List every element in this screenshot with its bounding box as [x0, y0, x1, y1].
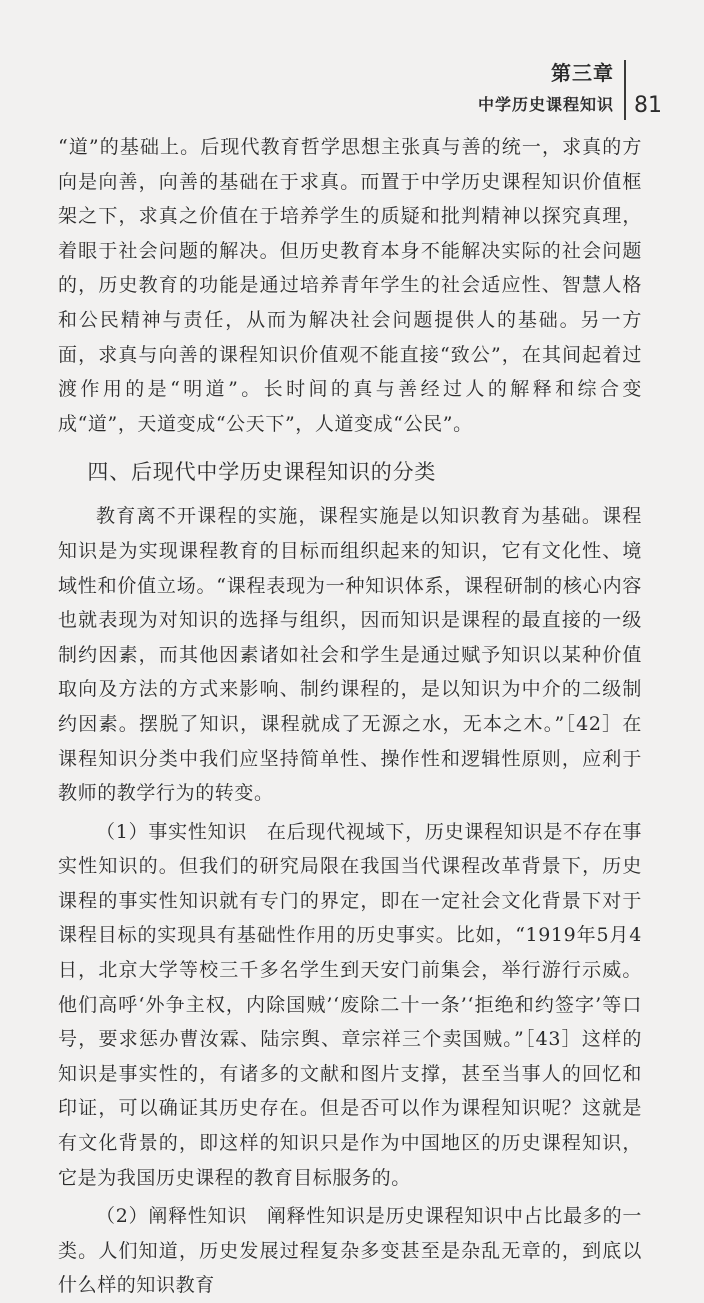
page-body — [58, 130, 642, 1303]
paragraph-interpretive-knowledge: （2）阐释性知识 阐释性知识是历史课程知识中占比最多的一类。人们知道，历史发展过程复杂多变甚至是杂乱无章的，到底以什么样的知识教育 — [58, 1205, 642, 1297]
chapter-title: 中学历史课程知识 — [477, 95, 614, 114]
paragraph-intro: 教育离不开课程的实施，课程实施是以知识教育为基础。课程知识是为实现课程教育的目标而组织起来的知识，它有文化性、境域性和价值立场。“课程表现为一种知识体系，课程研制的核心内容也就表现为对知识的选择与组织，因而知识是课程的最直接的一级制约因素，而其他因素诸如社会和学生是通过赋予知识以某种价值取向及方法的方式来影响、制约课程的，是以知识为中介的二级制约因素。摆脱了知识，课程就成了无源之水，无本之木。”［42］在课程知识分类中我们应坚持简单性、操作性和逻辑性原则，应利于教师的教学行为的转变。 — [58, 505, 642, 805]
page-number: 81 — [634, 93, 662, 118]
chapter-label: 第三章 — [551, 61, 614, 85]
paragraph-factual-knowledge: （1）事实性知识 在后现代视域下，历史课程知识是不存在事实性知识的。但我们的研究局限在我国当代课程改革背景下，历史课程的事实性知识就有专门的界定，即在一定社会文化背景下对于课程目标的实现具有基础性作用的历史事实。比如，“1919年5月4日，北京大学等校三千多名学生到天安门前集会，举行游行示威。他们高呼‘外争主权，内除国贼’‘废除二十一条’‘拒绝和约签字’等口号，要求惩办曹汝霖、陆宗舆、章宗祥三个卖国贼。”［43］这样的知识是事实性的，有诸多的文献和图片支撑，甚至当事人的回忆和印证，可以确证其历史存在。但是否可以作为课程知识呢？这就是有文化背景的，即这样的知识只是作为中国地区的历史课程知识，它是为我国历史课程的教育目标服务的。 — [58, 820, 642, 1189]
running-header — [478, 60, 662, 120]
section-heading: 四、后现代中学历史课程知识的分类 — [87, 460, 437, 485]
paragraph-continued: “道”的基础上。后现代教育哲学思想主张真与善的统一，求真的方向是向善，向善的基础在于求真。而置于中学历史课程知识价值框架之下，求真之价值在于培养学生的质疑和批判精神以探究真理，着眼于社会问题的解决。但历史教育本身不能解决实际的社会问题的，历史教育的功能是通过培养青年学生的社会适应性、智慧人格和公民精神与责任，从而为解决社会问题提供人的基础。另一方面，求真与向善的课程知识价值观不能直接“致公”，在其间起着过渡作用的是“明道”。长时间的真与善经过人的解释和综合变成“道”，天道变成“公天下”，人道变成“公民”。 — [58, 136, 642, 435]
header-text-block — [478, 60, 624, 120]
